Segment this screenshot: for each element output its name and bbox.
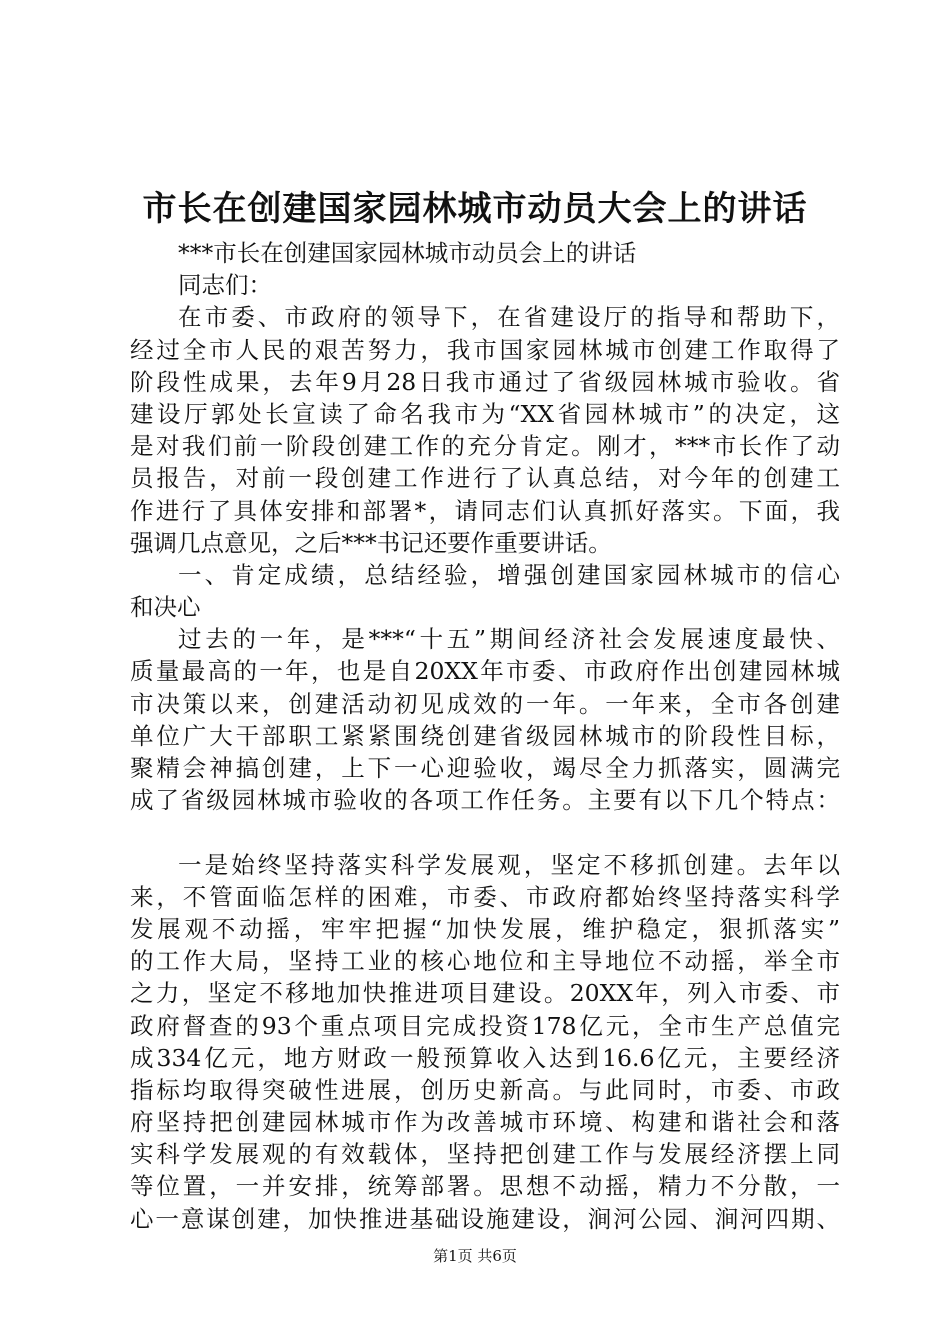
- speech-subtitle: ***市长在创建国家园林城市动员会上的讲话: [178, 239, 637, 267]
- text-line: 市决策以来，创建活动初见成效的一年。一年来，全市各创建: [130, 689, 840, 718]
- text-line: 建设厅郭处长宣读了命名我市为“XX省园林城市”的决定，这: [130, 399, 840, 428]
- paragraph-review: [130, 623, 840, 816]
- text-line: 过去的一年，是***“十五”期间经济社会发展速度最快、: [178, 625, 840, 654]
- paragraph-point-one: [130, 849, 840, 1235]
- text-line: 强调几点意见，之后***书记还要作重要讲话。: [130, 528, 612, 557]
- text-line: 单位广大干部职工紧紧围绕创建省级园林城市的阶段性目标，: [130, 721, 840, 750]
- text-line: 一是始终坚持落实科学发展观，坚定不移抓创建。去年以: [178, 850, 840, 879]
- text-line: 作进行了具体安排和部署*，请同志们认真抓好落实。下面，我: [130, 496, 840, 525]
- text-line: 成了省级园林城市验收的各项工作任务。主要有以下几个特点：: [130, 786, 840, 815]
- text-line: 经过全市人民的艰苦努力，我市国家园林城市创建工作取得了: [130, 335, 840, 364]
- text-line: 府坚持把创建园林城市作为改善城市环境、构建和谐社会和落: [130, 1108, 840, 1137]
- salutation: 同志们：: [178, 271, 272, 300]
- text-line: 政府督查的93个重点项目完成投资178亿元，全市生产总值完: [130, 1011, 840, 1040]
- document-body: [130, 237, 840, 1235]
- text-line: 员报告，对前一段创建工作进行了认真总结，对今年的创建工: [130, 464, 840, 493]
- blank-line: [130, 816, 840, 848]
- text-line: 一、肯定成绩，总结经验，增强创建国家园林城市的信心: [178, 560, 840, 589]
- text-line: 和决心: [130, 593, 201, 622]
- text-line: 阶段性成果，去年9月28日我市通过了省级园林城市验收。省: [130, 367, 840, 396]
- text-line: 实科学发展观的有效载体，坚持把创建工作与发展经济摆上同: [130, 1140, 840, 1169]
- text-line: 之力，坚定不移地加快推进项目建设。20XX年，列入市委、市: [130, 979, 840, 1008]
- document-title: 市长在创建国家园林城市动员大会上的讲话: [142, 189, 808, 229]
- text-line: 等位置，一并安排，统筹部署。思想不动摇，精力不分散，一: [130, 1172, 840, 1201]
- text-line: 来，不管面临怎样的困难，市委、市政府都始终坚持落实科学: [130, 882, 840, 911]
- section-heading-1: [130, 559, 840, 623]
- text-line: 指标均取得突破性进展，创历史新高。与此同时，市委、市政: [130, 1075, 840, 1104]
- text-line: 聚精会神搞创建，上下一心迎验收，竭尽全力抓落实，圆满完: [130, 754, 840, 782]
- text-line: 的工作大局，坚持工业的核心地位和主导地位不动摇，举全市: [130, 947, 840, 976]
- text-line: 发展观不动摇，牢牢把握“加快发展，维护稳定，狠抓落实”: [130, 914, 840, 943]
- text-line: 成334亿元，地方财政一般预算收入达到16.6亿元，主要经济: [130, 1043, 840, 1072]
- text-line: 心一意谋创建，加快推进基础设施建设，涧河公园、涧河四期、: [130, 1204, 840, 1233]
- paragraph-intro: [130, 301, 840, 559]
- text-line: 是对我们前一阶段创建工作的充分肯定。刚才，***市长作了动: [130, 432, 840, 461]
- page-footer: 第1页 共6页: [433, 1247, 517, 1265]
- text-line: 质量最高的一年，也是自20XX年市委、市政府作出创建园林城: [130, 657, 840, 686]
- text-line: 在市委、市政府的领导下，在省建设厅的指导和帮助下，: [178, 303, 840, 332]
